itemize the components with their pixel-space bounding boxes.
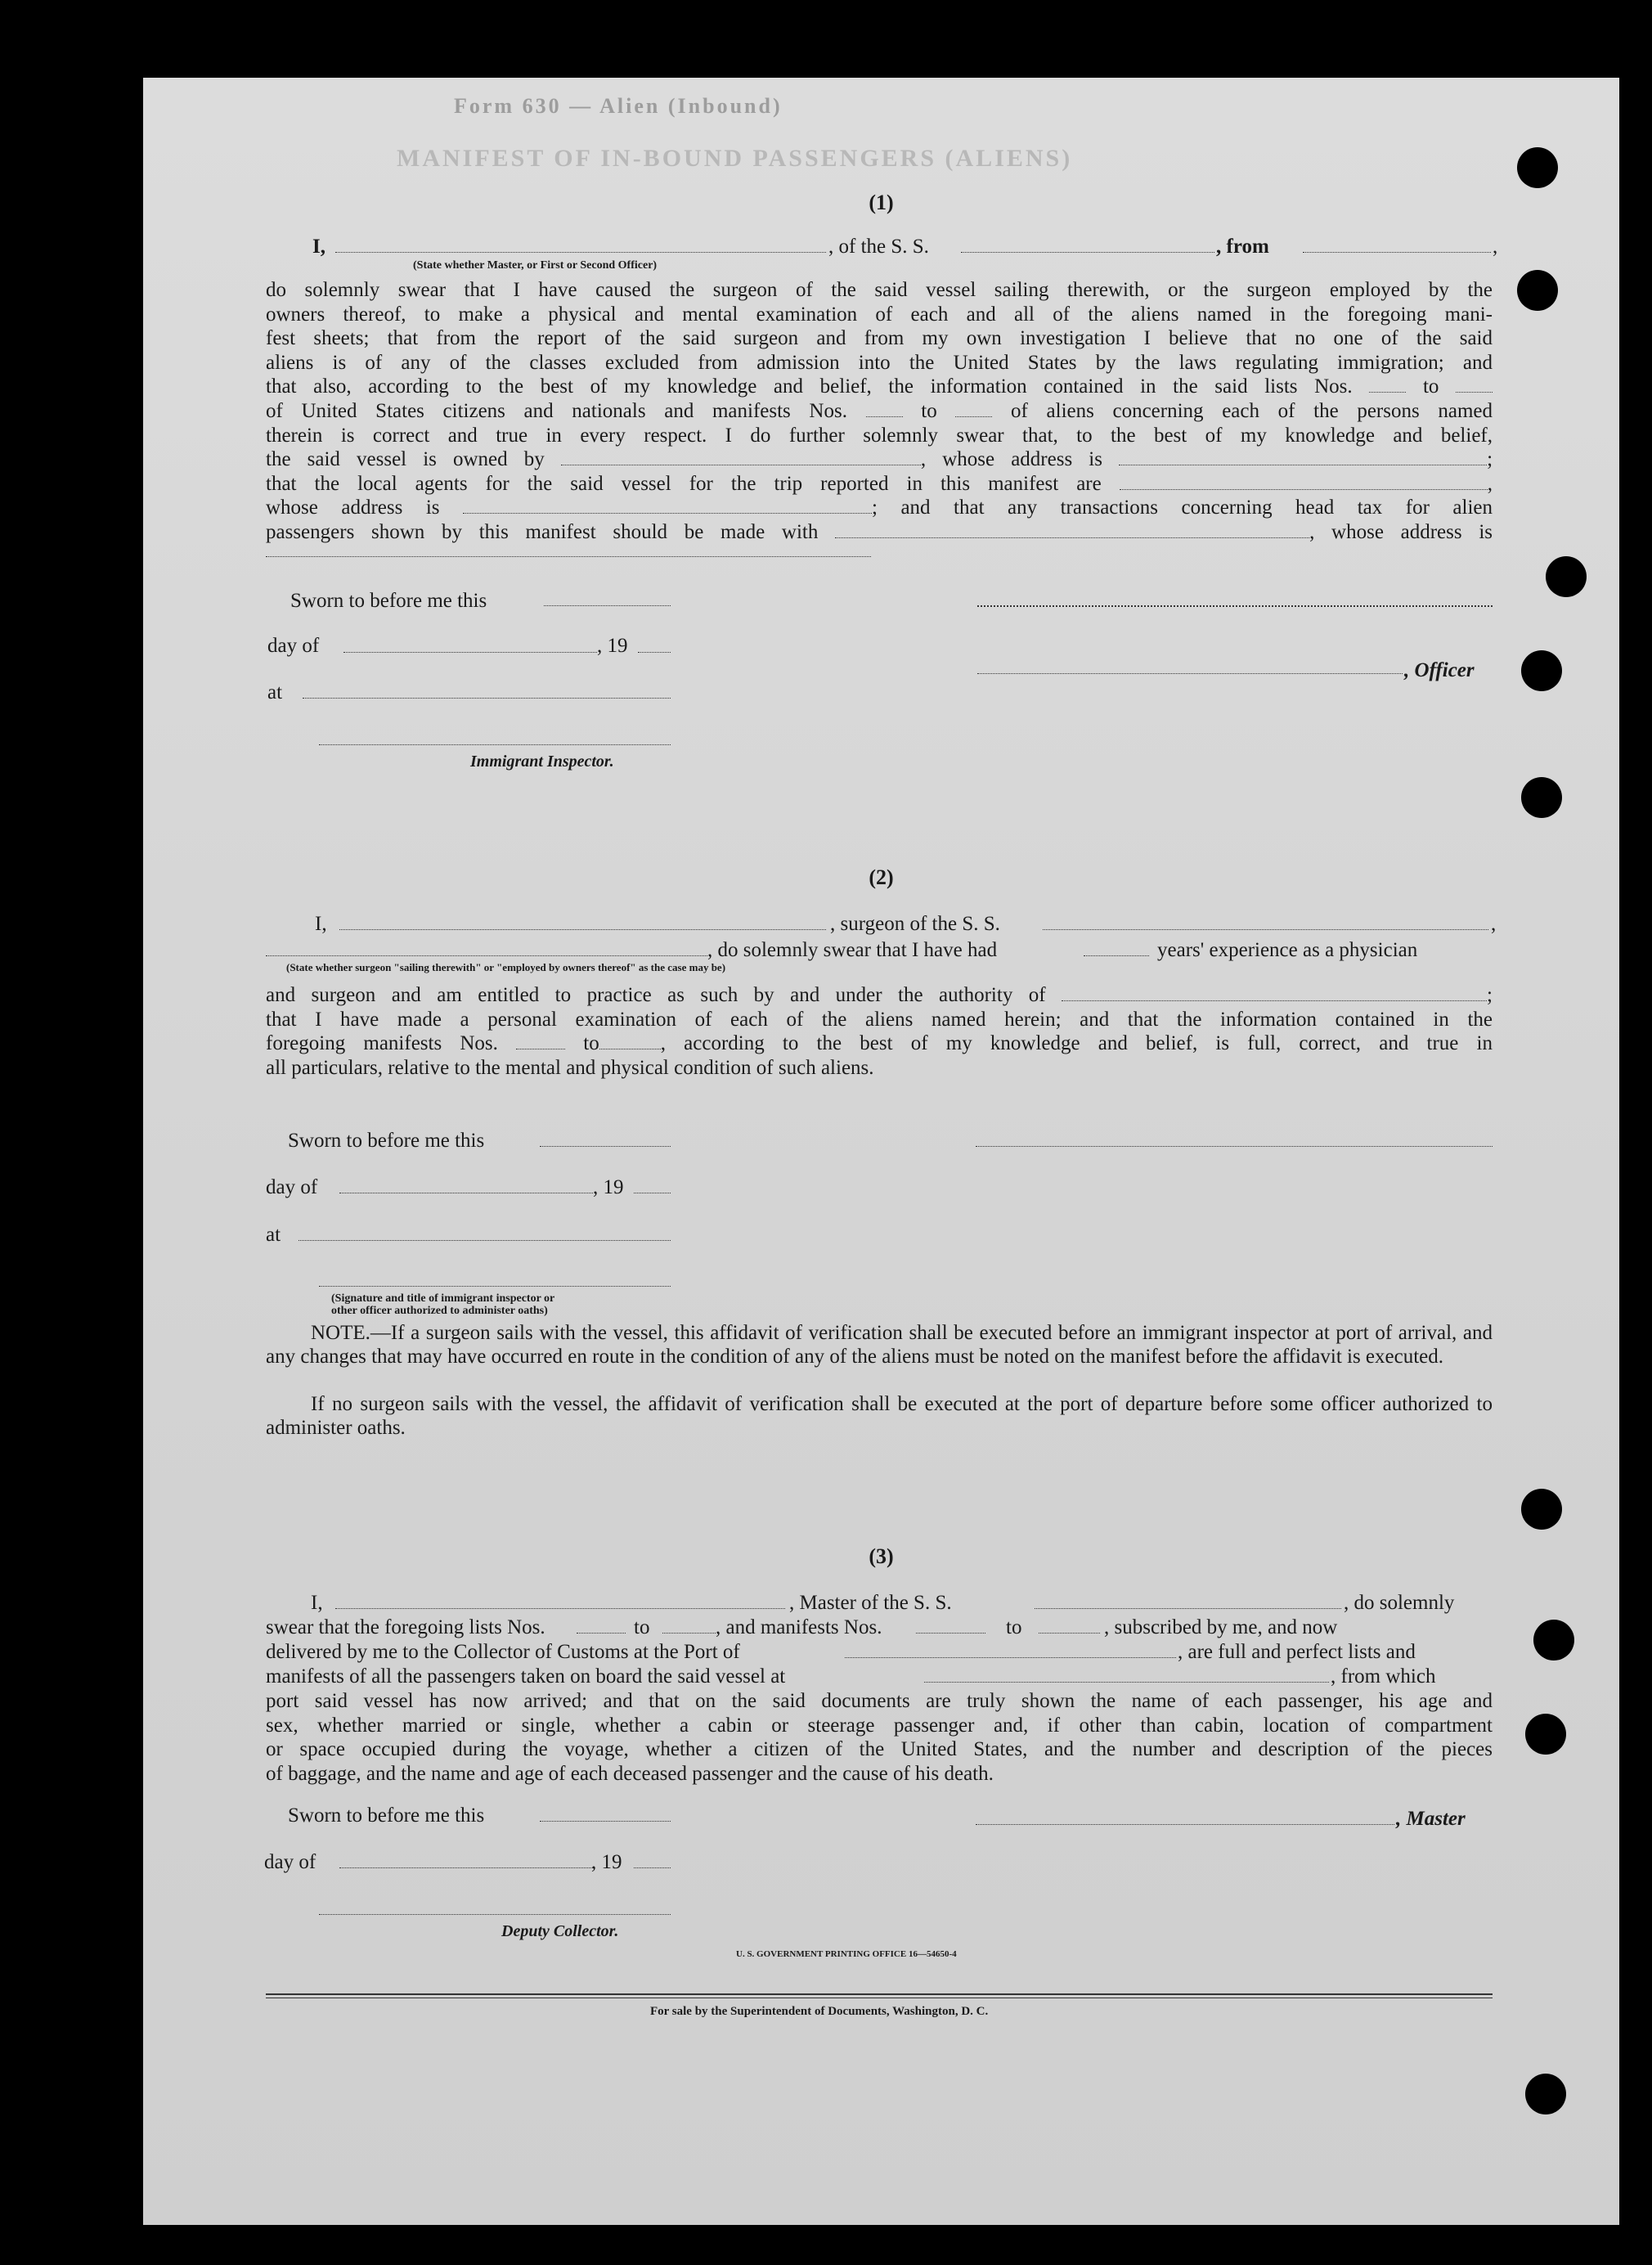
- s3-delivered-label: delivered by me to the Collector of Customs at the Port of: [266, 1641, 740, 1663]
- section-3-number: (3): [869, 1544, 894, 1568]
- s3-subscribed-label: , subscribed by me, and now: [1104, 1616, 1338, 1638]
- punch-hole: [1525, 2074, 1566, 2114]
- s3-collector-label: Deputy Collector.: [501, 1922, 619, 1940]
- s2-day-of-label: day of: [266, 1176, 318, 1198]
- s3-and-manifests-label: , and manifests Nos.: [716, 1616, 882, 1638]
- s3-to-label: to: [634, 1616, 650, 1638]
- s2-surgeon-of-label: , surgeon of the S. S.: [830, 913, 1000, 935]
- s3-day-of-label: day of: [264, 1851, 316, 1873]
- punch-hole: [1521, 777, 1562, 818]
- footer-rule: [266, 1993, 1493, 1995]
- s1-sworn-label: Sworn to before me this: [290, 590, 487, 612]
- s3-master-of-label: , Master of the S. S.: [789, 1592, 952, 1614]
- s2-note-1: NOTE.—If a surgeon sails with the vessel, this affidavit of verification shall be executed before an immigrant inspector at port of arrival, and any changes that may have occurred en route in the condition of any of the aliens must be noted on the manifest before the affidavit is executed.: [266, 1322, 1493, 1368]
- s1-day-of-label: day of: [267, 635, 320, 657]
- s1-at-label: at: [267, 681, 283, 703]
- s2-swear-label: , do solemnly swear that I have had: [707, 939, 998, 961]
- s2-at-label: at: [266, 1224, 281, 1246]
- printing-office-imprint: U. S. GOVERNMENT PRINTING OFFICE 16—54650-4: [736, 1949, 957, 1959]
- s1-from-label: , from: [1216, 236, 1269, 258]
- s1-oath-paragraph: do solemnly swear that I have caused the surgeon of the said vessel sailing therewith, or the surgeon employed by the owners thereof, to make a physical and mental examination of each and all of the aliens named in the foregoing mani- fest sheets; that from the report of the said surgeon and from my own investigation I believe that no one of the said aliens is of any of the classes excluded from admission into the United States by the laws regulating immigration; and that also, according to the best of my knowledge and belief, the information contained in the said lists Nos. to of United States citizens and nationals and manifests Nos. to of aliens concerning each of the persons named therein is correct and true in every respect. I do further solemnly swear that, to the best of my knowledge and belief, the said vessel is owned by , whose address is ; that the local agents for the said vessel for the trip reported in this manifest are , whose address is ; and that any transactions concerning head tax for alien passengers shown by this manifest should be made with , whose address is: [266, 279, 1493, 543]
- section-1-number: (1): [869, 191, 894, 214]
- s2-sworn-label: Sworn to before me this: [288, 1130, 485, 1152]
- punch-hole: [1521, 1489, 1562, 1530]
- s3-from-which-label: , from which: [1331, 1665, 1436, 1688]
- s3-swear-lists-label: swear that the foregoing lists Nos.: [266, 1616, 545, 1638]
- sale-notice: For sale by the Superintendent of Documents, Washington, D. C.: [650, 2005, 989, 2018]
- s1-i-label: I,: [312, 236, 325, 258]
- s3-sworn-label: Sworn to before me this: [288, 1804, 485, 1827]
- s2-sig-hint-1: (Signature and title of immigrant inspector or: [331, 1292, 555, 1305]
- s2-year-label: , 19: [593, 1176, 624, 1198]
- bleed-through-header-1: Form 630 — Alien (Inbound): [454, 94, 783, 118]
- s3-to-label-2: to: [1006, 1616, 1022, 1638]
- s1-of-ss-label: , of the S. S.: [828, 236, 929, 258]
- document-page: Form 630 — Alien (Inbound) MANIFEST OF IN-BOUND PASSENGERS (ALIENS) (1) I, , of the S. S. , from , (State whether Master, or First or Second Officer) do solemnly swear that I have caused the surgeon of the said vessel sailing therewith, or the surgeon employed by the owners thereof, to make a physical and mental examination of each and all of the aliens named in the foregoing mani- fest sheets; that from the report of the said surgeon and from my own investigation I believe that no one of the said aliens is of any of the classes excluded from admission into the United States by the laws regulating immigration; and that also, according to the best of my knowledge and belief, the information contained in the said lists Nos. to of United States citizens and nationals and manifests Nos. to of aliens concerning each of the persons named therein is correct and true in every respect. I do further solemnly swear that, to the best of my knowledge and belief, the said vessel is owned by , whose address is ; that the local agents for the said vessel for the trip reported in this manifest are , whose address is ; and that any transactions concerning head tax for alien passengers shown by this manifest should be made with , whose address is Sworn to before me this day of , 19 , Officer at Immigrant Inspector. (2) I, , surgeon of the S. S. , , do solemnly swear that I have had years' experience as a physician (State whether surgeon "sailing therewith" or "employed by owners thereof" as the case may be) and surgeon and am entitled to practice as such by and under the authority of ; that I have made a personal examination of each of the aliens named herein; and that the information contained in the foregoing manifests Nos. to , according to the best of my knowledge and belief, is full, correct, and true in all particulars, relative to the mental and physical condition of such aliens. Sworn to before me this day of , 19 at (Signature and title of immigrant inspector or other officer authorized to administer oaths) NOTE.—If a surgeon sails with the vessel, this affidavit of verification shall be executed before an immigrant inspector at port of arrival, and any changes that may have occurred en route in the condition of any of the aliens must be noted on the manifest before the affidavit is executed. If no surgeon sails with the vessel, the affidavit of verification shall be executed at the port of departure before some officer authorized to administer oaths. (3) I, , Master of the S. S. , do solemnly swear that the foregoing lists Nos. to , and manifests Nos. to , subscribed by me, and now delivered by me to the Collector of Customs at the Port of , are full and perfect lists and manifests of all the passengers taken on board the said vessel at , from which port said vessel has now arrived; and that on the said documents are truly shown the name of each passenger, his age and sex, whether married or single, whether a cabin or steerage passenger and, if other than cabin, location of compartment or space occupied during the voyage, whether a citizen of the United States, and the number and description of the pieces of baggage, and the name and age of each deceased passenger and the cause of his death. Sworn to before me this , Master day of , 19 Deputy Collector. U. S. GOVERNMENT PRINTING OFFICE 16—54650-4 For sale by the Superintendent of Documents, Washington, D. C.: [143, 78, 1619, 2225]
- s2-sig-hint-2: other officer authorized to administer oaths): [331, 1305, 548, 1317]
- s2-i-label: I,: [315, 913, 327, 935]
- punch-hole: [1517, 147, 1558, 188]
- s3-master-label: , Master: [1396, 1808, 1466, 1830]
- s2-oath-paragraph: and surgeon and am entitled to practice as such by and under the authority of ; that I have made a personal examination of each of the aliens named herein; and that the information contained in the foregoing manifests Nos. to , according to the best of my knowledge and belief, is full, correct, and true in all particulars, relative to the mental and physical condition of such aliens.: [266, 984, 1493, 1079]
- s1-year-label: , 19: [597, 635, 628, 657]
- punch-hole: [1533, 1620, 1574, 1661]
- s3-manifests-all-label: manifests of all the passengers taken on board the said vessel at: [266, 1665, 786, 1688]
- s1-officer-hint: (State whether Master, or First or Second Officer): [413, 259, 658, 272]
- s1-officer-label: , Officer: [1404, 659, 1475, 681]
- s1-inspector-label: Immigrant Inspector.: [470, 753, 614, 771]
- s2-years-label: years' experience as a physician: [1157, 939, 1418, 961]
- s2-note-2: If no surgeon sails with the vessel, the affidavit of verification shall be executed at the port of departure before some officer authorized to administer oaths.: [266, 1393, 1493, 1439]
- s3-oath-paragraph: port said vessel has now arrived; and that on the said documents are truly shown the name of each passenger, his age and sex, whether married or single, whether a cabin or steerage passenger and, if other than cabin, location of compartment or space occupied during the voyage, whether a citizen of the United States, and the number and description of the pieces of baggage, and the name and age of each deceased passenger and the cause of his death.: [266, 1690, 1493, 1785]
- s2-surgeon-hint: (State whether surgeon "sailing therewith" or "employed by owners thereof" as the case may be): [286, 961, 726, 973]
- punch-hole: [1546, 556, 1587, 597]
- s3-i-label: I,: [311, 1592, 323, 1614]
- s3-year-label: , 19: [591, 1851, 622, 1873]
- punch-hole: [1521, 650, 1562, 691]
- punch-hole: [1517, 270, 1558, 311]
- bleed-through-header-2: MANIFEST OF IN-BOUND PASSENGERS (ALIENS): [397, 145, 1073, 172]
- punch-hole: [1525, 1714, 1566, 1755]
- s3-are-full-label: , are full and perfect lists and: [1178, 1641, 1416, 1663]
- section-2-number: (2): [869, 865, 894, 889]
- s3-do-solemnly-label: , do solemnly: [1344, 1592, 1455, 1614]
